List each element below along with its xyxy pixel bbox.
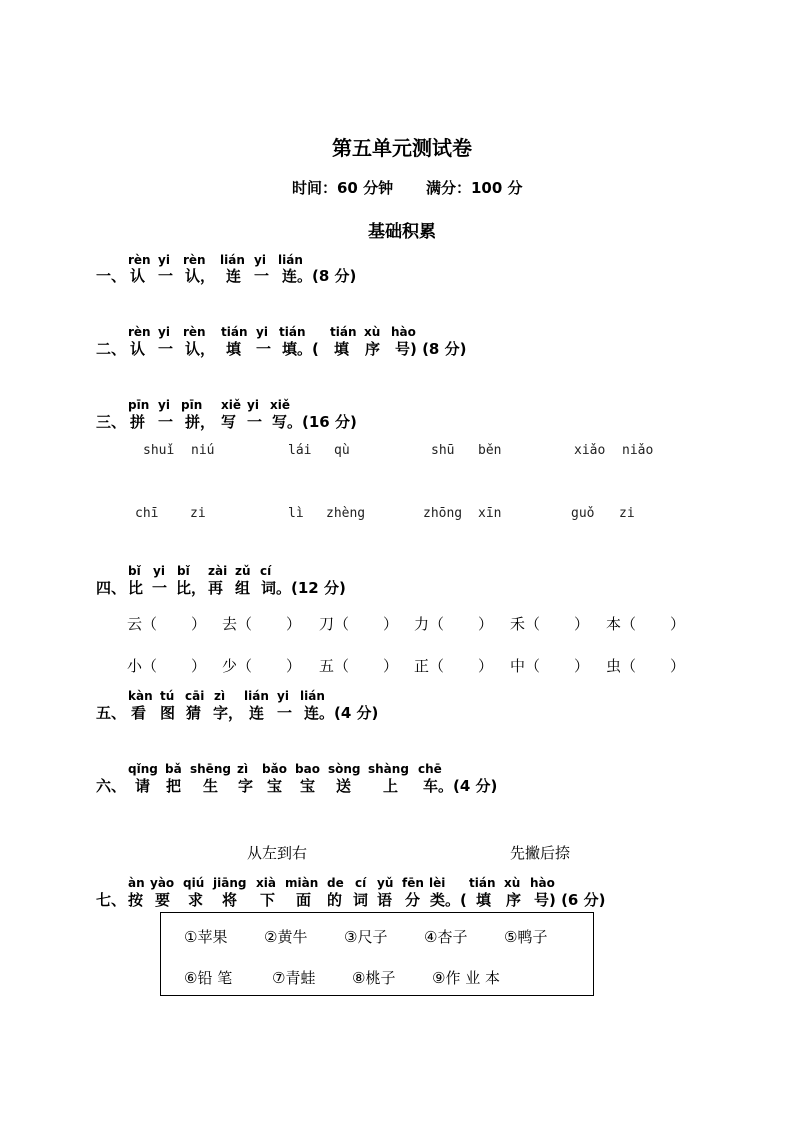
question-text: 连 [249, 704, 265, 722]
pinyin: zì [214, 689, 226, 703]
pinyin: xù [504, 876, 521, 890]
question-number: 三、 [96, 413, 127, 431]
question-text: 猜 [186, 704, 202, 722]
pinyin: zài [208, 564, 228, 578]
word-blank: ） [478, 615, 494, 633]
pinyin-item: xīn [478, 506, 502, 521]
question-text: 分 [405, 891, 421, 909]
question-text: 号) (8 分) [395, 340, 467, 358]
question-text: 比 [128, 579, 144, 597]
question-text: 填 [476, 891, 492, 909]
question-number: 六、 [96, 777, 127, 795]
question-text: 一 [158, 413, 174, 431]
pinyin: bǎo [262, 762, 287, 776]
pinyin-item: běn [478, 443, 502, 458]
question-text: 再 [208, 579, 224, 597]
question-text: 连 [226, 267, 242, 285]
pinyin: yi [158, 253, 170, 267]
word-blank: 禾（ [510, 615, 541, 633]
pinyin-item: zi [619, 506, 635, 521]
question-text: 上 [383, 777, 399, 795]
pinyin: xiě [221, 398, 241, 412]
pinyin: qǐng [128, 762, 158, 776]
question-text: 一 [158, 340, 174, 358]
page-title: 第五单元测试卷 [332, 136, 472, 160]
pinyin: bao [295, 762, 320, 776]
question-text: 一 [254, 267, 270, 285]
pinyin: yi [158, 325, 170, 339]
word-blank: ） [383, 657, 399, 675]
pinyin-item: lì [288, 506, 304, 521]
pinyin: yi [247, 398, 259, 412]
word-blank: ） [574, 615, 590, 633]
question-text: 一 [277, 704, 293, 722]
word-blank: ） [191, 615, 207, 633]
exam-score: 满分：100 分 [426, 179, 523, 197]
word-option: ④杏子 [424, 928, 468, 946]
word-blank: 中（ [510, 657, 541, 675]
question-number: 二、 [96, 340, 127, 358]
question-text: 一 [158, 267, 174, 285]
question-text: 填。( [282, 340, 319, 358]
pinyin-item: guǒ [571, 506, 595, 521]
question-text: 写。(16 分) [272, 413, 357, 431]
question-text: 类。( [430, 891, 467, 909]
pinyin: lèi [429, 876, 446, 890]
question-text: 将 [222, 891, 238, 909]
word-blank: 少（ [222, 657, 253, 675]
word-blank: 力（ [414, 615, 445, 633]
question-number: 一、 [96, 267, 127, 285]
pinyin: lián [244, 689, 269, 703]
pinyin: zì [237, 762, 249, 776]
pinyin-item: zhōng [423, 506, 463, 521]
word-blank: ） [191, 657, 207, 675]
word-blank: 刀（ [319, 615, 350, 633]
word-option: ①苹果 [184, 928, 228, 946]
pinyin: fēn [402, 876, 424, 890]
pinyin: miàn [285, 876, 319, 890]
pinyin: cí [355, 876, 367, 890]
pinyin-item: zi [190, 506, 206, 521]
pinyin-item: shū [431, 443, 455, 458]
bus-label-left: 从左到右 [247, 844, 308, 862]
question-text: 按 [128, 891, 144, 909]
pinyin: tián [469, 876, 496, 890]
question-text: 的 [327, 891, 343, 909]
question-text: 图 [160, 704, 176, 722]
word-blank: 本（ [606, 615, 637, 633]
pinyin: hào [391, 325, 416, 339]
pinyin: kàn [128, 689, 153, 703]
word-blank: ） [286, 615, 302, 633]
question-text: 生 [203, 777, 219, 795]
pinyin: àn [128, 876, 145, 890]
question-text: 组 [235, 579, 251, 597]
question-text: 一 [247, 413, 263, 431]
pinyin: shàng [368, 762, 409, 776]
pinyin: yi [153, 564, 165, 578]
pinyin: rèn [183, 325, 206, 339]
word-option: ②黄牛 [264, 928, 308, 946]
question-text: 面 [296, 891, 312, 909]
word-option: ⑤鸭子 [504, 928, 548, 946]
pinyin: sòng [328, 762, 361, 776]
pinyin: lián [300, 689, 325, 703]
word-blank: ） [286, 657, 302, 675]
question-text: 填 [226, 340, 242, 358]
pinyin: de [327, 876, 344, 890]
question-text: 连。(8 分) [282, 267, 357, 285]
pinyin: yi [158, 398, 170, 412]
question-text: 宝 [300, 777, 316, 795]
pinyin-item: zhèng [326, 506, 366, 521]
pinyin-item: qù [334, 443, 350, 458]
pinyin-item: niǎo [622, 443, 654, 458]
pinyin: xiě [270, 398, 290, 412]
pinyin-item: chī [135, 506, 159, 521]
pinyin: tián [221, 325, 248, 339]
question-text: 求 [188, 891, 204, 909]
question-text: 送 [336, 777, 352, 795]
word-option: ⑥铅 笔 [184, 969, 233, 987]
question-text: 认 [130, 267, 146, 285]
pinyin: zǔ [235, 564, 251, 578]
word-option: ⑦青蛙 [272, 969, 316, 987]
pinyin: tú [160, 689, 175, 703]
pinyin: tián [279, 325, 306, 339]
word-blank: ） [670, 657, 686, 675]
pinyin-item: xiǎo [574, 443, 606, 458]
question-text: 要 [155, 891, 171, 909]
question-text: 写 [221, 413, 237, 431]
question-text: 字， [213, 704, 244, 722]
word-blank: 虫（ [606, 657, 637, 675]
question-text: 下 [260, 891, 276, 909]
question-text: 一 [152, 579, 168, 597]
pinyin: bǐ [177, 564, 190, 578]
pinyin: yǔ [377, 876, 394, 890]
question-text: 把 [166, 777, 182, 795]
pinyin: lián [220, 253, 245, 267]
pinyin: lián [278, 253, 303, 267]
pinyin: tián [330, 325, 357, 339]
pinyin: pīn [128, 398, 150, 412]
word-blank: ） [383, 615, 399, 633]
question-text: 认， [185, 340, 216, 358]
word-blank: 小（ [127, 657, 158, 675]
exam-time: 时间：60 分钟 [292, 179, 394, 197]
question-text: 填 [334, 340, 350, 358]
bus-label-right: 先撇后捺 [510, 844, 571, 862]
question-text: 比， [176, 579, 207, 597]
pinyin: yi [254, 253, 266, 267]
question-number: 七、 [96, 891, 127, 909]
question-text: 语 [377, 891, 393, 909]
question-text: 认 [130, 340, 146, 358]
pinyin-item: shuǐ [143, 443, 175, 458]
question-text: 认， [185, 267, 216, 285]
pinyin: bǎ [165, 762, 182, 776]
pinyin: cāi [185, 689, 205, 703]
word-option: ⑧桃子 [352, 969, 396, 987]
pinyin: yi [256, 325, 268, 339]
word-blank: 正（ [414, 657, 445, 675]
pinyin: jiāng [213, 876, 247, 890]
pinyin: xù [364, 325, 381, 339]
question-text: 拼 [130, 413, 146, 431]
pinyin: xià [256, 876, 276, 890]
pinyin: yi [277, 689, 289, 703]
question-text: 一 [256, 340, 272, 358]
word-blank: 去（ [222, 615, 253, 633]
question-text: 词 [353, 891, 369, 909]
question-text: 序 [506, 891, 522, 909]
question-text: 车。(4 分) [423, 777, 498, 795]
pinyin-item: lái [288, 443, 312, 458]
pinyin: rèn [128, 253, 151, 267]
question-text: 连。(4 分) [304, 704, 379, 722]
pinyin: pīn [181, 398, 203, 412]
question-text: 序 [365, 340, 381, 358]
pinyin: bǐ [128, 564, 141, 578]
word-option: ⑨作 业 本 [432, 969, 500, 987]
question-number: 四、 [96, 579, 127, 597]
question-text: 字 [238, 777, 254, 795]
question-text: 看 [131, 704, 147, 722]
pinyin: cí [260, 564, 272, 578]
pinyin: yào [150, 876, 175, 890]
word-blank: ） [478, 657, 494, 675]
pinyin: qiú [183, 876, 205, 890]
pinyin: shēng [190, 762, 231, 776]
word-blank: ） [574, 657, 590, 675]
question-text: 宝 [267, 777, 283, 795]
pinyin: rèn [128, 325, 151, 339]
word-blank: 五（ [319, 657, 350, 675]
question-text: 请 [135, 777, 151, 795]
question-text: 号) (6 分) [534, 891, 606, 909]
word-option: ③尺子 [344, 928, 388, 946]
pinyin: rèn [183, 253, 206, 267]
word-blank: 云（ [127, 615, 158, 633]
question-text: 拼， [185, 413, 216, 431]
word-blank: ） [670, 615, 686, 633]
question-text: 词。(12 分) [261, 579, 346, 597]
pinyin: chē [418, 762, 442, 776]
pinyin-item: niú [191, 443, 215, 458]
section-title: 基础积累 [368, 222, 436, 242]
pinyin: hào [530, 876, 555, 890]
question-number: 五、 [96, 704, 127, 722]
